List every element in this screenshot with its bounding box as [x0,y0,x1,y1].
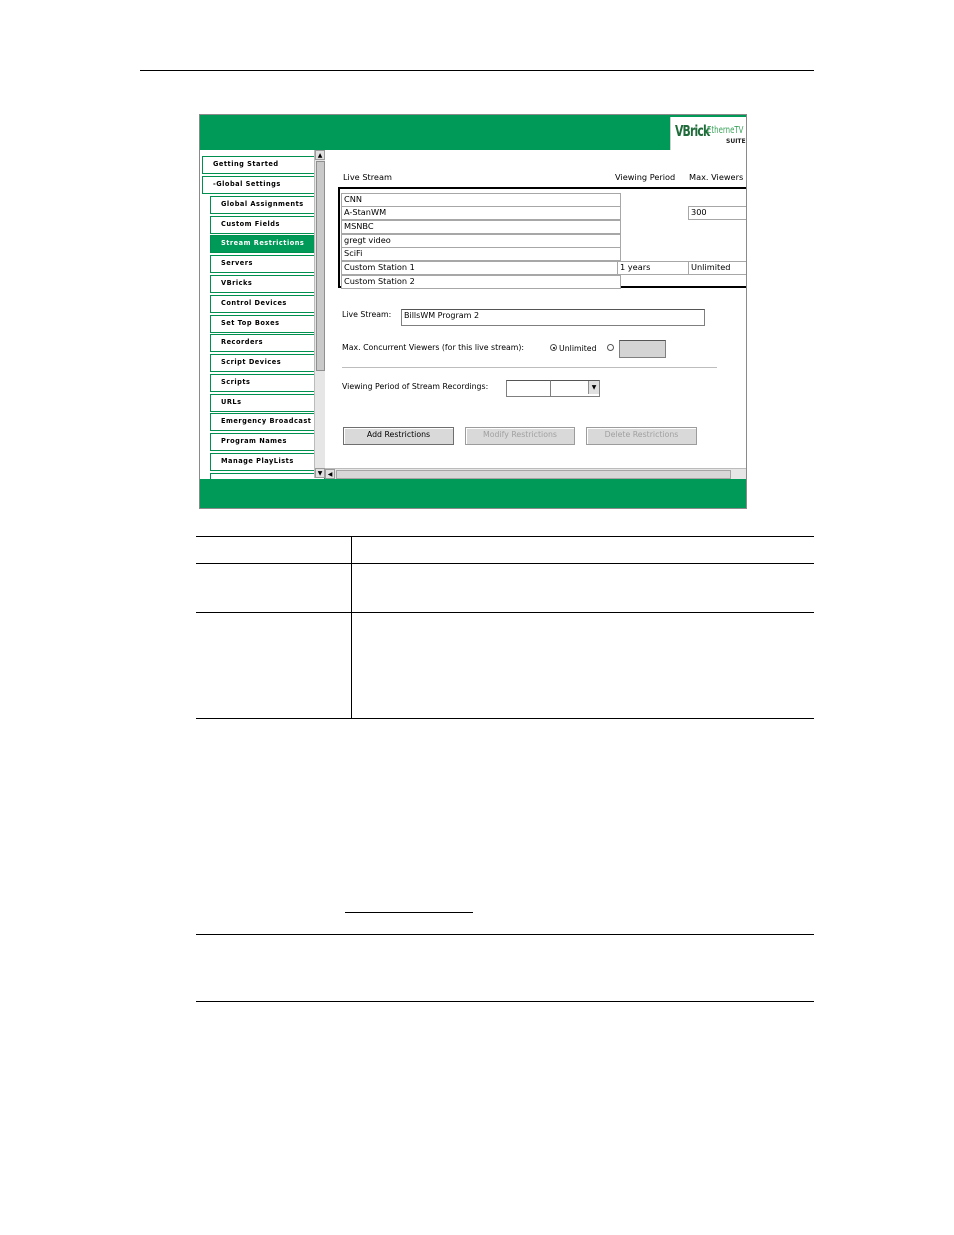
nav-label: Control Devices [221,299,287,307]
note-rule-bottom [196,1001,814,1002]
nav-label: URLs [221,398,242,406]
unlimited-radio[interactable] [550,344,557,351]
nav-manage-playlists[interactable] [210,453,325,471]
nav-custom-fields[interactable] [210,216,325,234]
nav-label: Emergency Broadcast [221,417,312,425]
stream-list[interactable] [338,187,747,288]
col-header-max-viewers: Max. Viewers [689,172,744,182]
viewing-period-cell[interactable]: 1 years [617,261,692,275]
nav-global-assignments[interactable] [210,196,325,214]
nav-label: Servers [221,259,253,267]
modify-restrictions-button[interactable]: Modify Restrictions [465,427,575,445]
max-viewers-cell[interactable]: 300 [688,206,747,220]
scroll-left-icon[interactable]: ◀ [325,469,335,479]
vbrick-logo [670,117,746,150]
logo-brand: VBrick [675,122,710,140]
col-header-viewing-period: Viewing Period [615,172,676,182]
table-rule-top [196,536,814,537]
nav-label: Program Names [221,437,287,445]
stream-name-cell[interactable]: gregt video [341,234,621,248]
max-viewers-label: Max. Concurrent Viewers (for this live stream): [342,343,525,352]
content-scroll-thumb[interactable] [336,470,731,479]
nav-label: -Global Settings [213,180,281,188]
nav-label: Getting Started [213,160,279,168]
viewing-period-unit-select[interactable] [550,380,600,397]
nav-label: Stream Restrictions [221,239,305,247]
nav-label: Scripts [221,378,251,386]
live-stream-input[interactable]: BillsWM Program 2 [401,309,705,326]
nav-vbricks[interactable] [210,275,325,293]
dropdown-arrow-icon[interactable]: ▼ [588,381,599,394]
stream-name-cell[interactable]: MSNBC [341,220,621,234]
top-banner [200,115,746,150]
table-column-divider [351,536,352,719]
nav-label: Manage PlayLists [221,457,294,465]
app-window [199,114,747,509]
nav-script-devices[interactable] [210,354,325,372]
table-rule-header [196,563,814,564]
nav-label: Set Top Boxes [221,319,280,327]
link-underline [345,912,473,913]
nav-label: Recorders [221,338,264,346]
nav-control-devices[interactable] [210,295,325,313]
viewing-period-input[interactable] [506,380,553,397]
nav-label: Global Assignments [221,200,304,208]
viewing-period-label: Viewing Period of Stream Recordings: [342,382,489,391]
live-stream-label: Live Stream: [342,310,392,319]
stream-name-cell[interactable]: A-StanWM [341,206,621,220]
nav-label: Custom Fields [221,220,280,228]
nav-set-top-boxes[interactable] [210,315,325,333]
nav-urls[interactable] [210,394,325,412]
nav-program-names[interactable] [210,433,325,451]
nav-servers[interactable] [210,255,325,273]
custom-viewers-radio[interactable] [607,344,614,351]
table-rule-bottom [196,718,814,719]
nav-vertical-scrollbar[interactable] [314,150,325,478]
form-divider [342,367,717,368]
nav-getting-started[interactable] [202,156,317,174]
add-restrictions-button[interactable]: Add Restrictions [343,427,454,445]
delete-restrictions-button[interactable]: Delete Restrictions [586,427,697,445]
note-rule-top [196,934,814,935]
nav-scripts[interactable] [210,374,325,392]
logo-suffix: SUITE [726,138,746,145]
nav-global-settings[interactable] [202,176,317,194]
scroll-up-icon[interactable]: ▲ [315,150,325,160]
col-header-live-stream: Live Stream [343,172,392,182]
nav-label: VBricks [221,279,253,287]
stream-name-cell[interactable]: Custom Station 1 [341,261,621,275]
nav-label: Script Devices [221,358,282,366]
max-viewers-cell[interactable]: Unlimited [688,261,747,275]
logo-product: EtherneTV [707,125,744,136]
unlimited-label: Unlimited [559,344,597,353]
nav-recorders[interactable] [210,334,325,352]
content-horizontal-scrollbar[interactable] [325,468,746,479]
bottom-banner [200,479,746,509]
nav-stream-restrictions[interactable] [210,235,325,253]
nav-emergency-broadcast[interactable] [210,413,325,431]
stream-name-cell[interactable]: Custom Station 2 [341,275,621,289]
nav-scroll-thumb[interactable] [316,161,325,371]
max-viewers-input[interactable] [619,340,666,358]
scroll-down-icon[interactable]: ▼ [315,468,325,478]
page-header-rule [140,70,814,71]
stream-name-cell[interactable]: CNN [341,193,621,207]
table-rule-row1 [196,612,814,613]
stream-name-cell[interactable]: SciFi [341,247,621,261]
